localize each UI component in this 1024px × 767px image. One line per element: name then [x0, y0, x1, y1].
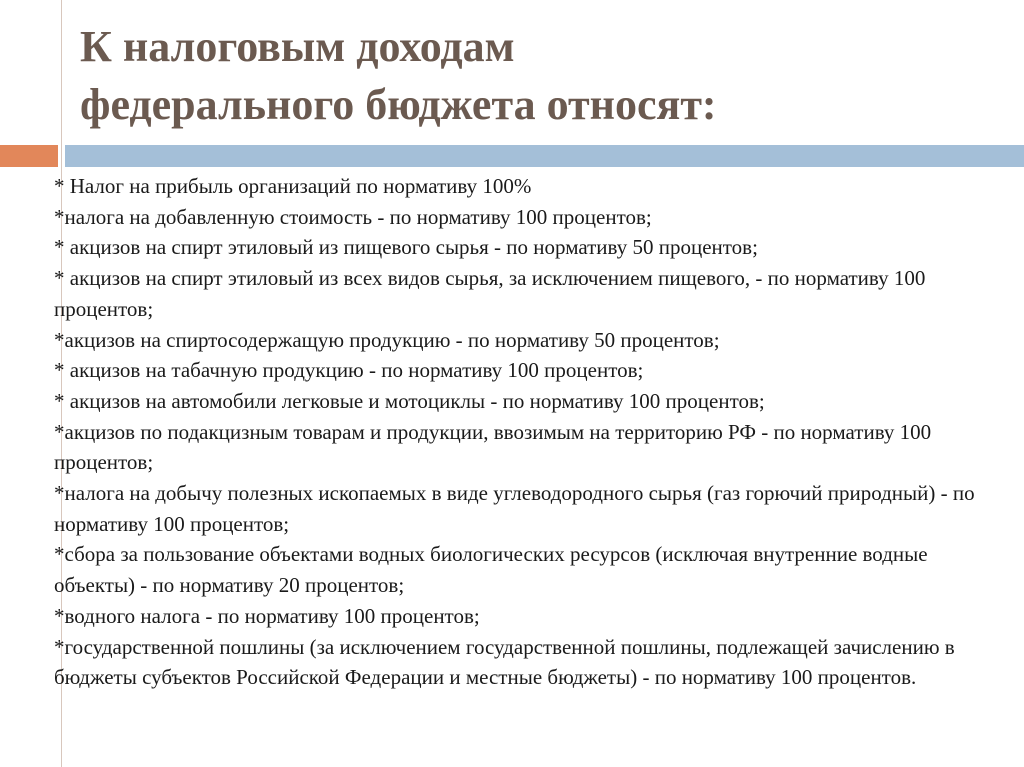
- list-item: * акцизов на спирт этиловый из всех видов сырья, за исключением пищевого, - по нормативу 100 процентов;: [54, 266, 926, 321]
- list-item: *налога на добычу полезных ископаемых в виде углеводородного сырья (газ горючий природный) - по нормативу 100 процентов;: [54, 481, 975, 536]
- slide-title-line-1: К налоговым доходам: [80, 22, 515, 71]
- list-item: *акцизов по подакцизным товарам и продукции, ввозимым на территорию РФ - по нормативу 100 процентов;: [54, 419, 932, 475]
- list-item: * Налог на прибыль организаций по нормативу 100%: [54, 174, 532, 198]
- list-item: *налога на добавленную стоимость - по нормативу 100 процентов;: [54, 204, 652, 229]
- list-item: *водного налога - по нормативу 100 процентов;: [54, 603, 480, 628]
- list-item: *государственной пошлины (за исключением государственной пошлины, подлежащей зачислению в бюджеты субъектов Российской Федерации и местные бюджеты) - по нормативу 100 процентов.: [54, 634, 955, 690]
- tax-revenue-list: [54, 171, 1004, 693]
- title-rule-orange: [0, 145, 58, 167]
- list-item: * акцизов на спирт этиловый из пищевого сырья - по нормативу 50 процентов;: [54, 235, 758, 260]
- list-item: * акцизов на табачную продукцию - по нормативу 100 процентов;: [54, 358, 644, 383]
- list-item: * акцизов на автомобили легковые и мотоциклы - по нормативу 100 процентов;: [54, 388, 765, 413]
- slide-title: [80, 18, 1000, 134]
- list-item: *сбора за пользование объектами водных биологических ресурсов (исключая внутренние водные объекты) - по нормативу 20 процентов;: [54, 542, 928, 598]
- slide-title-line-2: федерального бюджета относят:: [80, 80, 717, 129]
- list-item: *акцизов на спиртосодержащую продукцию - по нормативу 50 процентов;: [54, 327, 720, 352]
- title-rule-blue: [65, 145, 1024, 167]
